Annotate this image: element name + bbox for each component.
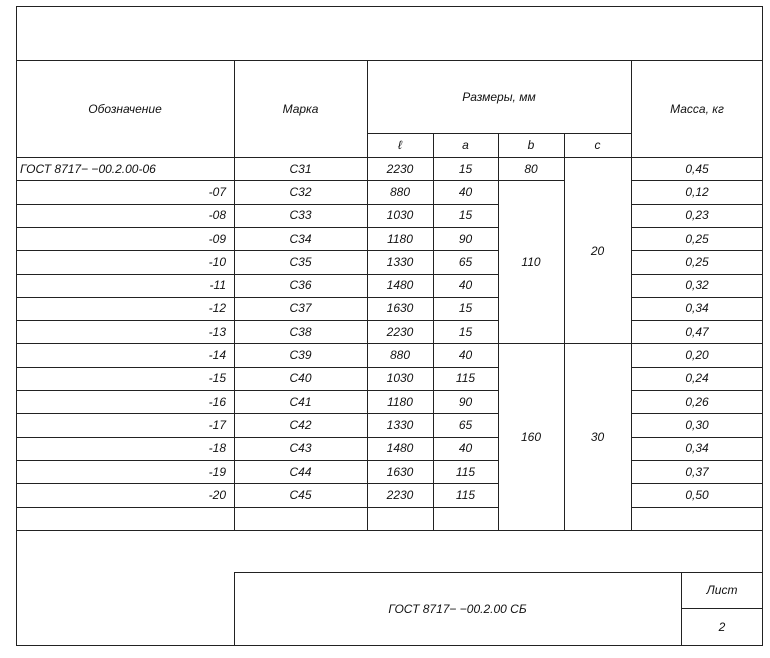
row-separator-mass [631, 507, 763, 508]
row-grade: С37 [289, 301, 312, 316]
header-mass: Масса, кг [670, 101, 724, 116]
subheader-b: b [527, 138, 535, 152]
row-designation: -07 [208, 184, 226, 199]
row-mass: 0,37 [685, 464, 709, 479]
b-group-2-value: 160 [520, 430, 542, 444]
row-a: 15 [458, 161, 473, 176]
subheader-l: ℓ [398, 138, 402, 152]
row-l: 1330 [386, 254, 414, 269]
row-l: 2230 [386, 487, 414, 502]
row-grade: С42 [289, 417, 312, 432]
row-mass: 0,12 [685, 184, 709, 199]
row-grade: С45 [289, 487, 312, 502]
b-value-row-1: 80 [524, 161, 538, 176]
row-a: 65 [458, 417, 473, 432]
row-a: 90 [458, 394, 473, 409]
row-grade: С44 [289, 464, 312, 479]
row-a: 15 [458, 301, 473, 316]
row-mass: 0,26 [685, 394, 709, 409]
row-designation: -08 [208, 208, 226, 223]
row-mass: 0,25 [685, 254, 709, 269]
row-separator [16, 507, 498, 508]
row-l: 2230 [386, 161, 414, 176]
table-bottom-line [16, 530, 763, 531]
row-grade: С35 [289, 254, 312, 269]
row-designation: -11 [209, 278, 226, 293]
c-group-2-value: 30 [590, 430, 605, 444]
row-l: 1630 [386, 301, 414, 316]
subheader-c: c [594, 138, 601, 152]
row-designation: -14 [208, 348, 226, 363]
c-group-1-value: 20 [590, 243, 605, 258]
row-a: 115 [455, 371, 476, 386]
row-l: 1030 [386, 371, 414, 386]
row-mass: 0,47 [685, 324, 709, 339]
row-l: 880 [389, 184, 411, 199]
row-l: 1030 [386, 208, 414, 223]
row-a: 40 [458, 184, 473, 199]
row-grade: С38 [289, 324, 312, 339]
row-mass: 0,25 [685, 231, 709, 246]
title-block-sheet-number: 2 [718, 620, 726, 634]
row-l: 2230 [386, 324, 414, 339]
row-grade: С43 [289, 441, 312, 456]
row-l: 1180 [387, 231, 413, 246]
header-designation: Обозначение [88, 101, 162, 116]
row-a: 115 [455, 487, 476, 502]
row-a: 40 [458, 278, 473, 293]
row-mass: 0,30 [685, 417, 709, 432]
header-grade: Марка [282, 101, 319, 116]
b-group-1-value: 110 [521, 255, 541, 269]
row-grade: С31 [289, 161, 312, 176]
row-l: 1180 [387, 394, 413, 409]
row-designation: -15 [208, 371, 226, 386]
row-designation: ГОСТ 8717− −00.2.00-06 [20, 161, 156, 176]
row-a: 15 [458, 324, 473, 339]
row-a: 15 [458, 208, 473, 223]
row-a: 40 [458, 441, 473, 456]
row-grade: С41 [289, 394, 312, 409]
row-grade: С34 [289, 231, 312, 246]
row-mass: 0,34 [685, 441, 709, 456]
row-grade: С33 [289, 208, 312, 223]
row-a: 40 [458, 348, 473, 363]
row-designation: -19 [208, 464, 226, 479]
row-designation: -12 [208, 301, 226, 316]
row-l: 1480 [386, 278, 414, 293]
row-designation: -16 [208, 394, 226, 409]
row-mass: 0,45 [685, 161, 709, 176]
row-designation: -18 [208, 441, 226, 456]
row-l: 880 [389, 348, 411, 363]
header-dimensions: Размеры, мм [462, 89, 536, 104]
row-mass: 0,20 [685, 348, 709, 363]
row-designation: -10 [208, 254, 226, 269]
row-a: 115 [455, 464, 476, 479]
row-designation: -20 [208, 487, 226, 502]
row-grade: С39 [289, 348, 312, 363]
row-mass: 0,23 [685, 208, 709, 223]
row-designation: -13 [208, 324, 226, 339]
row-a: 65 [458, 254, 473, 269]
subheader-a: a [462, 138, 469, 152]
row-l: 1480 [386, 441, 414, 456]
row-mass: 0,34 [685, 301, 709, 316]
row-l: 1330 [386, 417, 414, 432]
row-mass: 0,32 [685, 278, 709, 293]
row-a: 90 [458, 231, 473, 246]
title-block-document: ГОСТ 8717− −00.2.00 СБ [388, 602, 527, 616]
title-block-sheet-label: Лист [706, 583, 738, 597]
row-grade: С36 [289, 278, 312, 293]
row-l: 1630 [386, 464, 414, 479]
row-grade: С40 [289, 371, 312, 386]
row-designation: -17 [208, 417, 226, 432]
row-grade: С32 [289, 184, 312, 199]
row-mass: 0,50 [685, 487, 709, 502]
row-designation: -09 [208, 231, 226, 246]
row-mass: 0,24 [685, 371, 709, 386]
